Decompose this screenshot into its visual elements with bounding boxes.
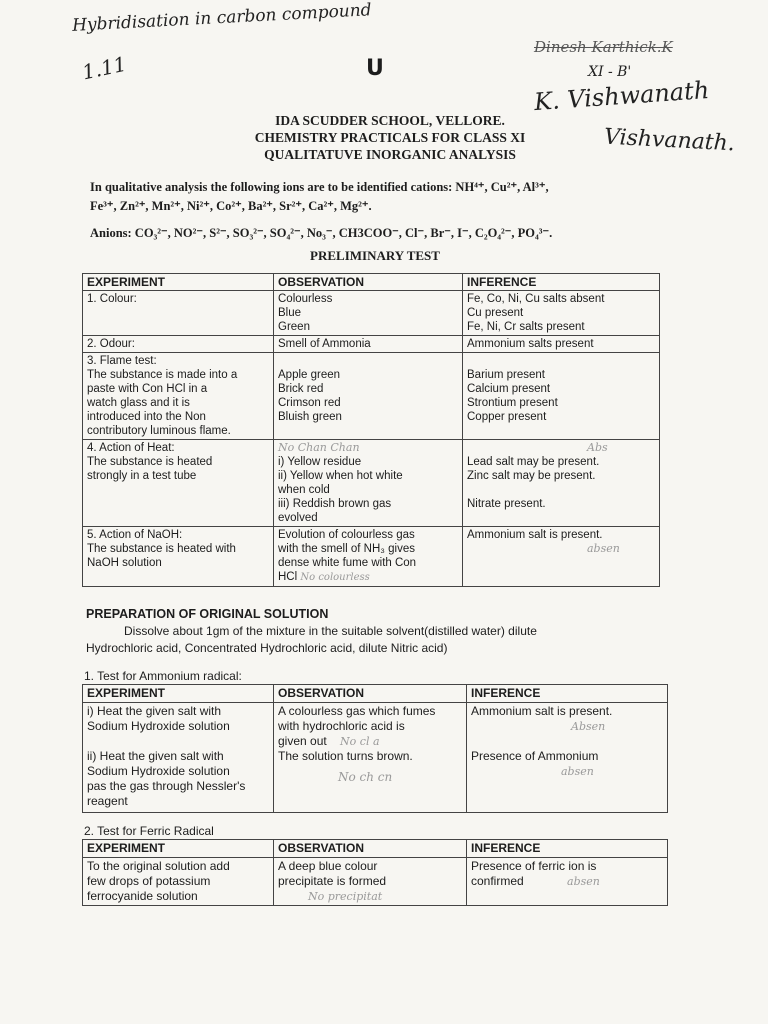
experiment-cell: i) Heat the given salt with Sodium Hydroxide solution ii) Heat the given salt with Sodium Hydroxide solution pas the gas through Nessler's reagent — [83, 703, 274, 811]
handwritten-note: absen — [561, 765, 594, 778]
ammonium-table — [82, 684, 668, 813]
inference-cell: Presence of ferric ion is confirmed absen — [467, 858, 668, 906]
experiment-cell: 1. Colour: — [83, 291, 274, 336]
table-row — [83, 703, 668, 811]
experiment-cell: 3. Flame test: The substance is made into a paste with Con HCl in a watch glass and it is introduced into the Non contributory luminous flame. — [83, 353, 274, 440]
handwritten-note: No cl a — [340, 735, 380, 748]
preliminary-title: PRELIMINARY TEST — [310, 248, 440, 263]
handwritten-note: No ch cn — [338, 770, 393, 784]
cations-line-1: In qualitative analysis the following ions are to be identified cations: NH⁴⁺, Cu²⁺, Al³⁺, — [90, 180, 549, 194]
table-header-row — [83, 840, 668, 858]
handwritten-note: absen — [587, 542, 620, 555]
table-row — [83, 527, 660, 587]
experiment-cell: To the original solution add few drops of potassium ferrocyanide solution — [83, 858, 274, 906]
observation-cell: No Chan Chan i) Yellow residue ii) Yellow when hot white when cold iii) Reddish brown gas evolved — [274, 440, 463, 527]
inference-cell: Ammonium salt is present. absen — [463, 527, 660, 587]
table-header-row — [83, 685, 668, 703]
ions-intro — [90, 178, 690, 243]
observation-cell: Smell of Ammonia — [274, 336, 463, 353]
document-header — [200, 112, 580, 163]
handwritten-title: Hybridisation in carbon compound — [71, 0, 373, 36]
column-header: OBSERVATION — [274, 274, 463, 291]
ferric-table — [82, 839, 668, 906]
table-row — [83, 291, 660, 336]
column-header: EXPERIMENT — [83, 840, 274, 858]
column-header: INFERENCE — [467, 685, 668, 703]
inference-cell: Abs Lead salt may be present. Zinc salt may be present. Nitrate present. — [463, 440, 660, 527]
inference-cell: Ammonium salts present — [463, 336, 660, 353]
table-row-end — [83, 810, 668, 812]
inference-cell: Fe, Co, Ni, Cu salts absent Cu present Fe, Ni, Cr salts present — [463, 291, 660, 336]
handwritten-note: No precipitat — [308, 890, 383, 903]
column-header: OBSERVATION — [274, 840, 467, 858]
column-header: INFERENCE — [467, 840, 668, 858]
signature-1: K. Vishwanath — [533, 75, 711, 117]
handwritten-name-struck: Dinesh Karthick.K — [534, 38, 673, 56]
anions-line: Anions: CO₃²⁻, NO²⁻, S²⁻, SO₃²⁻, SO₄²⁻, No₃⁻, CH3COO⁻, Cl⁻, Br⁻, I⁻, C₂O₄²⁻, PO₄³⁻. — [90, 226, 553, 240]
column-header: EXPERIMENT — [83, 685, 274, 703]
handwritten-note: No colourless — [300, 572, 370, 583]
handwritten-note: absen — [567, 875, 600, 888]
handwritten-note: Absen — [571, 720, 606, 733]
signature-2: Vishvanath. — [603, 124, 736, 157]
handwritten-class: XI - B' — [588, 64, 632, 80]
observation-cell: Colourless Blue Green — [274, 291, 463, 336]
table-row — [83, 353, 660, 440]
experiment-cell: 5. Action of NaOH: The substance is heated with NaOH solution — [83, 527, 274, 587]
course-name: CHEMISTRY PRACTICALS FOR CLASS XI — [254, 130, 526, 145]
ammonium-title: 1. Test for Ammonium radical: — [84, 669, 242, 683]
table-row — [83, 440, 660, 527]
table-header-row — [83, 274, 660, 291]
cations-line-2: Fe³⁺, Zn²⁺, Mn²⁺, Ni²⁺, Co²⁺, Ba²⁺, Sr²⁺, Ca²⁺, Mg²⁺. — [90, 199, 372, 213]
observation-cell: A colourless gas which fumes with hydrochloric acid is given out No cl a The solution turns brown. No ch cn — [274, 703, 467, 811]
preliminary-table — [82, 273, 660, 587]
inference-cell: Barium present Calcium present Strontium present Copper present — [463, 353, 660, 440]
table-row — [83, 858, 668, 906]
original-solution-title: PREPARATION OF ORIGINAL SOLUTION — [86, 607, 329, 621]
page-circle-mark: U — [366, 56, 384, 81]
handwritten-page-mark: 1.11 — [79, 51, 129, 85]
column-header: INFERENCE — [463, 274, 660, 291]
inference-cell: Ammonium salt is present. Absen Presence of Ammonium absen — [467, 703, 668, 811]
observation-cell: Apple green Brick red Crimson red Bluish green — [274, 353, 463, 440]
observation-cell: Evolution of colourless gas with the smell of NH₃ gives dense white fume with Con HCl No colourless — [274, 527, 463, 587]
table-row — [83, 336, 660, 353]
school-name: IDA SCUDDER SCHOOL, VELLORE. — [275, 113, 505, 128]
experiment-cell: 4. Action of Heat: The substance is heated strongly in a test tube — [83, 440, 274, 527]
subject-name: QUALITATUVE INORGANIC ANALYSIS — [264, 147, 516, 162]
column-header: EXPERIMENT — [83, 274, 274, 291]
handwritten-note: Abs — [587, 441, 608, 454]
original-solution-text: Dissolve about 1gm of the mixture in the suitable solvent(distilled water) dilute Hydrochloric acid, Concentrated Hydrochloric acid, dilute Nitric acid) — [86, 624, 537, 655]
ferric-title: 2. Test for Ferric Radical — [84, 824, 214, 838]
handwritten-note: No Chan Chan — [278, 441, 360, 454]
observation-cell: A deep blue colour precipitate is formed No precipitat — [274, 858, 467, 906]
experiment-cell: 2. Odour: — [83, 336, 274, 353]
column-header: OBSERVATION — [274, 685, 467, 703]
